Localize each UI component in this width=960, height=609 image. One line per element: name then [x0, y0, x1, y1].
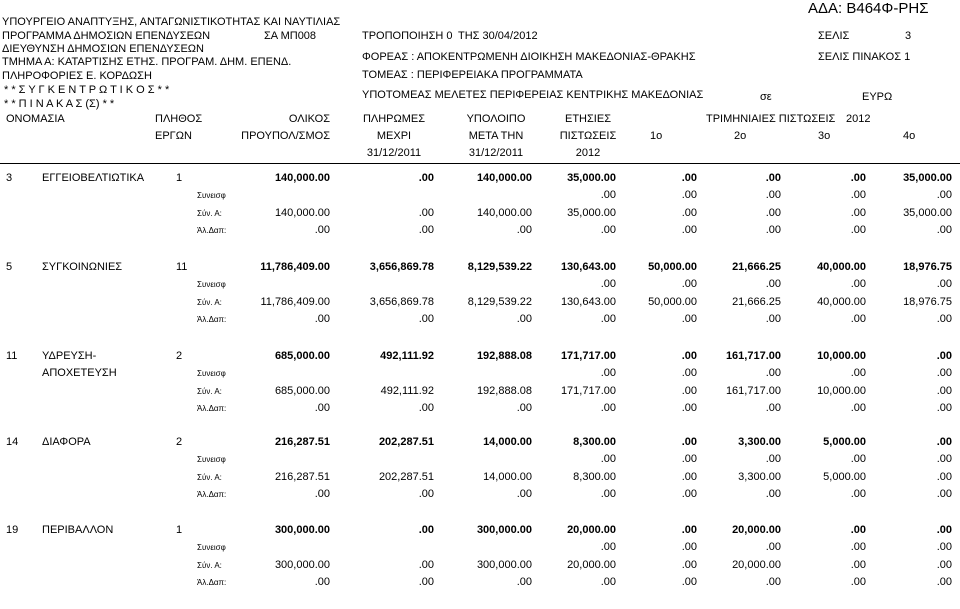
page-number: 3	[905, 30, 912, 42]
col-q4: 4ο	[903, 130, 916, 142]
tables-heading: * * Π Ι Ν Α Κ Α Σ (Σ) * *	[4, 98, 115, 110]
other-expense-value: .00	[681, 312, 697, 325]
other-expense-value: .00	[314, 312, 330, 325]
sum-a-value: .00	[681, 384, 697, 397]
other-expense-value: .00	[850, 401, 866, 414]
other-expense-value: .00	[600, 401, 616, 414]
sum-a-value: 21,666.25	[732, 295, 781, 308]
group-code: 14	[6, 436, 19, 448]
sum-a-value: 3,300.00	[738, 470, 781, 483]
group-count: 1	[176, 172, 183, 184]
group-name: ΥΔΡΕΥΣΗ-	[42, 350, 97, 362]
group-name: ΣΥΓΚΟΙΝΩΝΙΕΣ	[42, 261, 123, 273]
group-count: 2	[176, 350, 183, 362]
group-code: 11	[6, 350, 18, 362]
col-remaining-3: 31/12/2011	[468, 147, 524, 159]
other-expense-value: .00	[765, 401, 781, 414]
col-paid-1: ΠΛΗΡΩΜΕΣ	[362, 113, 426, 125]
other-expense-value: .00	[418, 223, 434, 236]
sum-a-value: 35,000.00	[903, 206, 952, 219]
contribution-value: .00	[936, 189, 952, 202]
sum-a-value: 685,000.00	[274, 384, 330, 397]
sum-a-value: .00	[850, 206, 866, 219]
sum-a-value: 8,300.00	[573, 470, 616, 483]
contribution-value: .00	[765, 189, 781, 202]
main-value: 35,000.00	[903, 172, 952, 184]
main-value: .00	[681, 436, 697, 448]
contribution-value: .00	[600, 453, 616, 466]
other-expense-value: .00	[936, 401, 952, 414]
main-value: 202,287.51	[378, 436, 434, 448]
main-value: 300,000.00	[476, 524, 532, 536]
other-expense-value: .00	[681, 223, 697, 236]
sum-a-value: .00	[765, 206, 781, 219]
unit-se: σε	[760, 91, 772, 103]
other-expense-value: .00	[314, 575, 330, 588]
main-value: 216,287.51	[274, 436, 330, 448]
contribution-value: .00	[850, 453, 866, 466]
sum-a-value: 40,000.00	[817, 295, 866, 308]
sum-a-value: .00	[418, 206, 434, 219]
col-remaining-1: ΥΠΟΛΟΙΠΟ	[466, 113, 526, 125]
main-value: 192,888.08	[476, 350, 532, 362]
contribution-value: .00	[850, 278, 866, 291]
main-value: .00	[936, 524, 952, 536]
sum-a-value: .00	[681, 558, 697, 571]
main-value: 5,000.00	[823, 436, 866, 448]
sum-a-value: 140,000.00	[274, 206, 330, 219]
main-value: 130,643.00	[560, 261, 616, 273]
col-remaining-2: ΜΕΤΑ ΤΗΝ	[468, 130, 524, 142]
sum-a-value: 3,656,869.78	[369, 295, 434, 308]
sub-row-label: Συνεισφ	[197, 280, 226, 290]
col-q3: 3ο	[818, 130, 831, 142]
sa-code: ΣΑ ΜΠ008	[264, 30, 317, 42]
other-expense-value: .00	[600, 223, 616, 236]
sum-a-value: 300,000.00	[476, 558, 532, 571]
other-expense-value: .00	[516, 575, 532, 588]
main-value: 8,300.00	[573, 436, 616, 448]
other-expense-value: .00	[600, 575, 616, 588]
subsector-label: ΥΠΟΤΟΜΕΑΣ ΜΕΛΕΤΕΣ ΠΕΡΙΦΕΡΕΙΑΣ ΚΕΝΤΡΙΚΗΣ ΜΑΚΕΔΟΝΙΑΣ	[362, 89, 704, 101]
other-expense-value: .00	[314, 487, 330, 500]
contribution-value: .00	[600, 367, 616, 380]
sum-a-value: 140,000.00	[476, 206, 532, 219]
contribution-value: .00	[936, 541, 952, 554]
main-value: .00	[681, 172, 697, 184]
other-expense-value: .00	[418, 401, 434, 414]
col-total-2: ΠΡΟΥΠΟΛ/ΣΜΟΣ	[241, 130, 330, 142]
col-count-2: ΕΡΓΩΝ	[155, 130, 192, 142]
main-value: .00	[418, 524, 434, 536]
main-value: 10,000.00	[817, 350, 866, 362]
other-expense-value: .00	[600, 487, 616, 500]
sub-row-label: Σύν. Α:	[197, 208, 222, 218]
sum-a-value: 14,000.00	[483, 470, 532, 483]
group-count: 2	[176, 436, 183, 448]
sum-a-value: .00	[936, 558, 952, 571]
main-value: .00	[936, 350, 952, 362]
sub-row-label: Άλ.Δαπ:	[197, 314, 227, 324]
contribution-value: .00	[681, 453, 697, 466]
info-contact: ΠΛΗΡΟΦΟΡΙΕΣ Ε. ΚΟΡΔΩΣΗ	[2, 70, 152, 82]
main-value: .00	[418, 172, 434, 184]
other-expense-value: .00	[600, 312, 616, 325]
sum-a-value: 18,976.75	[903, 295, 952, 308]
other-expense-value: .00	[314, 223, 330, 236]
main-value: .00	[850, 524, 866, 536]
main-value: 35,000.00	[567, 172, 616, 184]
other-expense-value: .00	[765, 487, 781, 500]
other-expense-value: .00	[516, 223, 532, 236]
other-expense-value: .00	[936, 487, 952, 500]
contribution-value: .00	[850, 189, 866, 202]
col-annual-2: ΠΙΣΤΩΣΕΙΣ	[559, 130, 617, 142]
sum-a-value: .00	[850, 558, 866, 571]
other-expense-value: .00	[936, 312, 952, 325]
sum-a-value: 192,888.08	[476, 384, 532, 397]
sum-a-value: 8,129,539.22	[467, 295, 532, 308]
main-value: 18,976.75	[903, 261, 952, 273]
contribution-value: .00	[765, 541, 781, 554]
main-value: 20,000.00	[732, 524, 781, 536]
group-count: 11	[176, 261, 188, 273]
revision-label: ΤΡΟΠΟΠΟΙΗΣΗ 0	[362, 30, 453, 42]
contribution-value: .00	[936, 367, 952, 380]
other-expense-value: .00	[681, 487, 697, 500]
sub-row-label: Άλ.Δαπ:	[197, 577, 227, 587]
sub-row-label: Σύν. Α:	[197, 560, 222, 570]
col-annual-1: ΕΤΗΣΙΕΣ	[565, 113, 611, 125]
sum-a-value: .00	[681, 206, 697, 219]
main-value: .00	[681, 524, 697, 536]
other-expense-value: .00	[516, 312, 532, 325]
contribution-value: .00	[600, 541, 616, 554]
main-value: 50,000.00	[648, 261, 697, 273]
sum-a-value: 171,717.00	[560, 384, 616, 397]
sub-row-label: Συνεισφ	[197, 543, 226, 553]
group-name: ΑΠΟΧΕΤΕΥΣΗ	[42, 367, 117, 380]
sum-a-value: .00	[936, 470, 952, 483]
sum-a-value: 130,643.00	[560, 295, 616, 308]
group-code: 5	[6, 261, 13, 273]
col-annual-3: 2012	[575, 147, 601, 159]
main-value: .00	[765, 172, 781, 184]
main-value: .00	[681, 350, 697, 362]
other-expense-value: .00	[418, 575, 434, 588]
group-code: 3	[6, 172, 13, 184]
contribution-value: .00	[681, 189, 697, 202]
sum-a-value: 161,717.00	[725, 384, 781, 397]
sub-row-label: Άλ.Δαπ:	[197, 403, 227, 413]
ministry-title: ΥΠΟΥΡΓΕΙΟ ΑΝΑΠΤΥΞΗΣ, ΑΝΤΑΓΩΝΙΣΤΙΚΟΤΗΤΑΣ ΚΑΙ ΝΑΥΤΙΛΙΑΣ	[2, 16, 341, 28]
main-value: 11,786,409.00	[260, 261, 330, 273]
sum-a-value: 20,000.00	[567, 558, 616, 571]
main-value: 21,666.25	[732, 261, 781, 273]
other-expense-value: .00	[850, 575, 866, 588]
sum-a-value: .00	[936, 384, 952, 397]
contribution-value: .00	[936, 278, 952, 291]
sub-row-label: Σύν. Α:	[197, 472, 222, 482]
main-value: 8,129,539.22	[467, 261, 532, 273]
contribution-value: .00	[936, 453, 952, 466]
other-expense-value: .00	[314, 401, 330, 414]
sub-row-label: Συνεισφ	[197, 369, 226, 379]
other-expense-value: .00	[516, 487, 532, 500]
group-name: ΔΙΑΦΟΡΑ	[42, 436, 91, 448]
sub-row-label: Άλ.Δαπ:	[197, 489, 227, 499]
other-expense-value: .00	[765, 575, 781, 588]
main-value: .00	[850, 172, 866, 184]
main-value: 685,000.00	[274, 350, 330, 362]
ada-code: ΑΔΑ: Β464Φ-ΡΗΣ	[808, 0, 929, 17]
main-value: 20,000.00	[567, 524, 616, 536]
program-title: ΠΡΟΓΡΑΜΜΑ ΔΗΜΟΣΙΩΝ ΕΠΕΝΔΥΣΕΩΝ	[2, 30, 211, 42]
contribution-value: .00	[600, 189, 616, 202]
carrier-label: ΦΟΡΕΑΣ : ΑΠΟΚΕΝΤΡΩΜΕΝΗ ΔΙΟΙΚΗΣΗ ΜΑΚΕΔΟΝΙΑΣ-ΘΡΑΚΗΣ	[362, 51, 696, 63]
revision-date: ΤΗΣ 30/04/2012	[458, 30, 538, 42]
unit-euro: ΕΥΡΩ	[862, 91, 893, 103]
group-code: 19	[6, 524, 19, 536]
col-paid-2: ΜΕΧΡΙ	[376, 130, 412, 142]
tables-page: ΣΕΛΙΣ ΠΙΝΑΚΟΣ 1	[818, 51, 911, 63]
sum-a-value: 20,000.00	[732, 558, 781, 571]
header-divider	[0, 163, 960, 164]
contribution-value: .00	[765, 367, 781, 380]
sum-a-value: 11,786,409.00	[260, 295, 330, 308]
other-expense-value: .00	[765, 312, 781, 325]
summary-heading: * * Σ Υ Γ Κ Ε Ν Τ Ρ Ω Τ Ι Κ Ο Σ * *	[4, 84, 170, 96]
contribution-value: .00	[765, 278, 781, 291]
other-expense-value: .00	[681, 575, 697, 588]
sub-row-label: Άλ.Δαπ:	[197, 225, 227, 235]
main-value: 40,000.00	[817, 261, 866, 273]
col-name: ΟΝΟΜΑΣΙΑ	[6, 113, 65, 125]
other-expense-value: .00	[936, 223, 952, 236]
sub-row-label: Σύν. Α:	[197, 386, 222, 396]
contribution-value: .00	[765, 453, 781, 466]
other-expense-value: .00	[936, 575, 952, 588]
sum-a-value: 216,287.51	[274, 470, 330, 483]
other-expense-value: .00	[516, 401, 532, 414]
sum-a-value: .00	[418, 558, 434, 571]
contribution-value: .00	[850, 367, 866, 380]
other-expense-value: .00	[418, 487, 434, 500]
main-value: 3,300.00	[738, 436, 781, 448]
contribution-value: .00	[850, 541, 866, 554]
sum-a-value: 10,000.00	[817, 384, 866, 397]
main-value: 14,000.00	[483, 436, 532, 448]
sum-a-value: .00	[681, 470, 697, 483]
col-count-1: ΠΛΗΘΟΣ	[155, 113, 203, 125]
main-value: 3,656,869.78	[369, 261, 434, 273]
col-paid-3: 31/12/2011	[366, 147, 422, 159]
col-quarterly-year: 2012	[846, 113, 871, 125]
other-expense-value: .00	[765, 223, 781, 236]
group-name: ΕΓΓΕΙΟΒΕΛΤΙΩΤΙΚΑ	[42, 172, 145, 184]
other-expense-value: .00	[681, 401, 697, 414]
sum-a-value: 202,287.51	[378, 470, 434, 483]
other-expense-value: .00	[850, 487, 866, 500]
main-value: 140,000.00	[476, 172, 532, 184]
contribution-value: .00	[600, 278, 616, 291]
col-quarterly: ΤΡΙΜΗΝΙΑΙΕΣ ΠΙΣΤΩΣΕΙΣ	[706, 113, 836, 125]
contribution-value: .00	[681, 278, 697, 291]
group-name: ΠΕΡΙΒΑΛΛΟΝ	[42, 524, 114, 536]
main-value: 140,000.00	[274, 172, 330, 184]
page-label: ΣΕΛΙΣ	[818, 30, 850, 42]
sum-a-value: 300,000.00	[274, 558, 330, 571]
sector-label: ΤΟΜΕΑΣ : ΠΕΡΙΦΕΡΕΙΑΚΑ ΠΡΟΓΡΑΜΜΑΤΑ	[362, 69, 583, 81]
sub-row-label: Συνεισφ	[197, 191, 226, 201]
main-value: 300,000.00	[274, 524, 330, 536]
department-title: ΤΜΗΜΑ Α: ΚΑΤΑΡΤΙΣΗΣ ΕΤΗΣ. ΠΡΟΓΡΑΜ. ΔΗΜ. ΕΠΕΝΔ.	[2, 56, 292, 68]
col-total-1: ΟΛΙΚΟΣ	[288, 113, 330, 125]
sum-a-value: 50,000.00	[648, 295, 697, 308]
main-value: 161,717.00	[725, 350, 781, 362]
sum-a-value: 5,000.00	[823, 470, 866, 483]
other-expense-value: .00	[850, 312, 866, 325]
group-count: 1	[176, 524, 183, 536]
directorate-title: ΔΙΕΥΘΥΝΣΗ ΔΗΜΟΣΙΩΝ ΕΠΕΝΔΥΣΕΩΝ	[2, 43, 204, 55]
main-value: .00	[936, 436, 952, 448]
sum-a-value: 35,000.00	[567, 206, 616, 219]
sum-a-value: 492,111.92	[380, 384, 434, 397]
other-expense-value: .00	[418, 312, 434, 325]
other-expense-value: .00	[850, 223, 866, 236]
contribution-value: .00	[681, 541, 697, 554]
sub-row-label: Σύν. Α:	[197, 297, 222, 307]
main-value: 171,717.00	[560, 350, 616, 362]
main-value: 492,111.92	[380, 350, 434, 362]
sub-row-label: Συνεισφ	[197, 455, 226, 465]
col-q2: 2ο	[734, 130, 747, 142]
contribution-value: .00	[681, 367, 697, 380]
col-q1: 1ο	[650, 130, 663, 142]
